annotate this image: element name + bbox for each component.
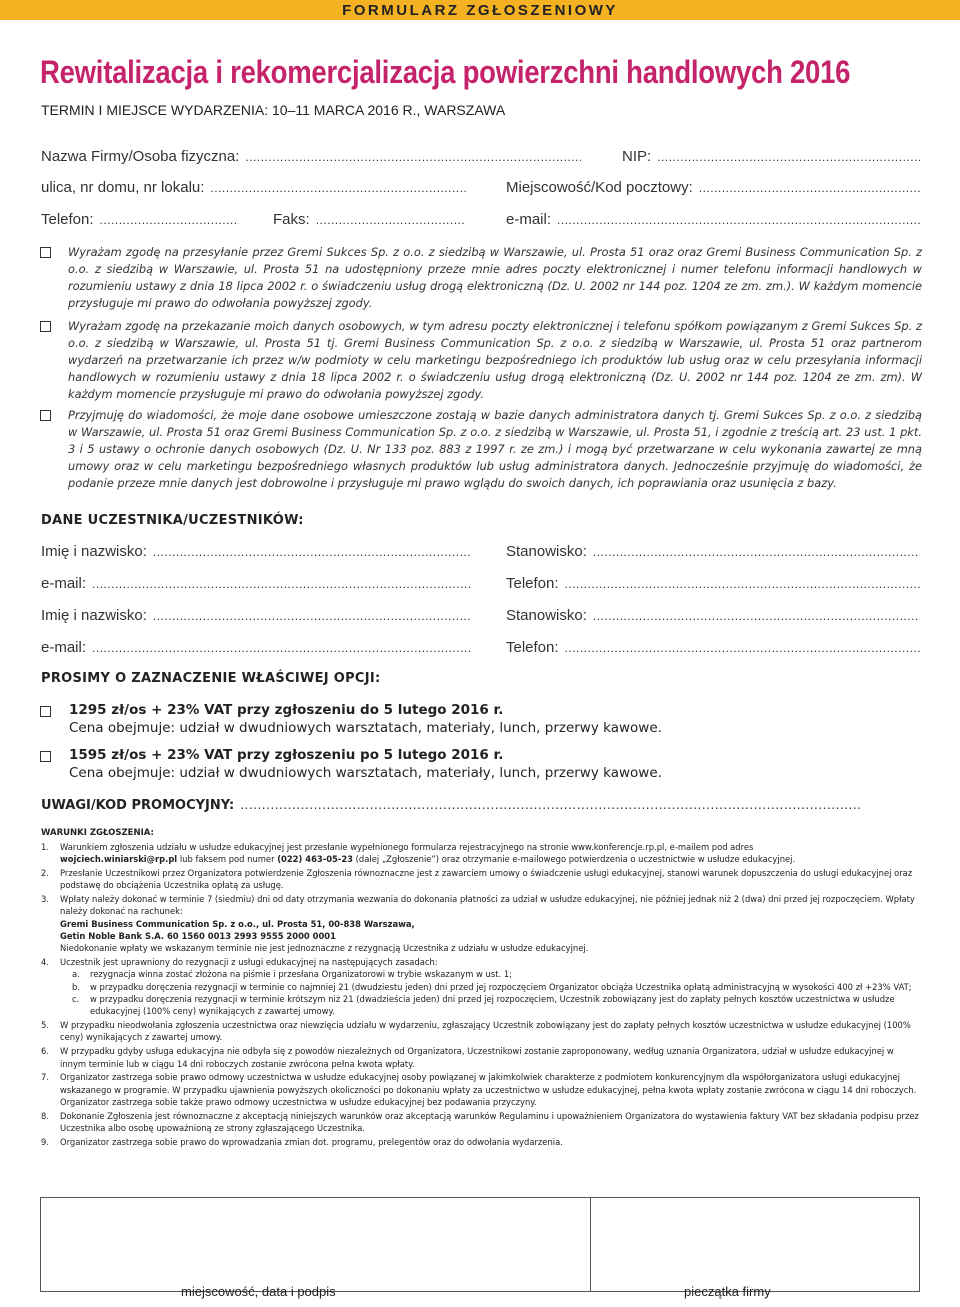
- fax-input-line[interactable]: [316, 211, 466, 228]
- consent-data-transfer-text: Wyrażam zgodę na przekazanie moich danych osobowych, w tym adresu poczty elektronicznej i telefonu spółkom powiązanym z Gremi Sukces Sp. z o.o. z siedzibą w Warszawie, ul. Prosta 51 tj. Gremi Business Communication Sp. z o.o. z siedzibą w Warszawie, ul. Prosta 51 oraz partnerom wydarzeń na przetwarzanie ich przez w/w podmioty w celu marketingu bezpośredniego ich produktów lub usług oraz w celu przesyłania informacji handlowych w rozumieniu ustawy z dnia 18 lipca 2002 r. o świadczeniu usług drogą elektroniczną (Dz. U. 2002 nr 144 poz. 1204 ze zm. zm). W każdym momencie przysługuje mi prawo do odwołania powyższej zgody.: [68, 319, 922, 401]
- form-banner: [0, 0, 960, 20]
- signature-box: [40, 1197, 920, 1292]
- consent-marketing-text: Wyrażam zgodę na przesyłanie przez Gremi Sukces Sp. z o.o. z siedzibą w Warszawie, ul. Prosta 51 oraz oraz Gremi Business Communication Sp. z o.o. z siedzibą w Warszawie, ul. Prosta 51 na udostępniony przeze mnie adres poczty elektronicznej i numer telefonu informacji handlowych w rozumieniu ustawy z dnia 18 lipca 2002 r. o świadczeniu usług drogą elektroniczną (Dz. U. 2002 nr 144 poz. 1204 ze zm. zm.). W każdym momencie przysługuje mi prawo do odwołania powyższej zgody.: [68, 245, 922, 310]
- consent-data-processing: [40, 407, 922, 492]
- participant1-phone-field[interactable]: [506, 575, 920, 592]
- phone-field[interactable]: [41, 211, 239, 228]
- terms-item: 4. Uczestnik jest uprawniony do rezygnacji z usługi edukacyjnej na następujących zasadach: a. rezygnacja winna zostać złożona na piśmie i przesłana Organizatorowi w trybie wskazanym w ust. 1; b. w przypadku doręczenia rezygnacji w terminie co najmniej 21 (dwudziestu jeden) dni przed jej rozpoczęciem Organizator obciąża Uczestnika opłatą administracyjną w wysokości 400 zł +23% VAT; c. w przypadku doręczenia rezygnacji w terminie krótszym niż 21 (dwadzieścia jeden) dni przed jej rozpoczęciem, Uczestnik zobowiązany jest do zapłaty pełnych kosztów uczestnictwa w usłudze edukacyjnej (100% ceny) wynikających z zawartej umowy.: [41, 956, 921, 1017]
- banner-text: FORMULARZ ZGŁOSZENIOWY: [342, 2, 618, 19]
- company-email-input-line[interactable]: [557, 211, 920, 228]
- street-label: ulica, nr domu, nr lokalu:: [41, 179, 205, 196]
- participant2-name-label: Imię i nazwisko:: [41, 607, 147, 624]
- promo-code-input-line[interactable]: [240, 798, 920, 813]
- company-stamp-label: pieczątka firmy: [684, 1284, 771, 1299]
- terms-item: 5. W przypadku nieodwołania zgłoszenia uczestnictwa oraz niewzięcia udziału w wydarzeniu, zgłaszający Uczestnik zobowiązany jest do zapłaty pełnych kosztów uczestnictwa w usłudze edukacyjnej (100% ceny) wynikających z zawartej umowy.: [41, 1020, 911, 1043]
- option-late-price-text: 1595 zł/os + 23% VAT przy zgłoszeniu po 5 lutego 2016 r.: [69, 747, 504, 763]
- company-name-field[interactable]: [41, 148, 581, 165]
- signature-place-date-label: miejscowość, data i podpis: [181, 1284, 336, 1299]
- option-early-checkbox[interactable]: [40, 706, 51, 717]
- city-input-line[interactable]: [699, 179, 920, 196]
- participant2-name-input-line[interactable]: [153, 607, 471, 624]
- option-late-checkbox[interactable]: [40, 751, 51, 762]
- promo-code-label: UWAGI/KOD PROMOCYJNY:: [41, 798, 235, 813]
- promo-code-field[interactable]: [41, 798, 920, 813]
- participant2-phone-field[interactable]: [506, 639, 920, 656]
- terms-item: 2. Przesłanie Uczestnikowi przez Organizatora potwierdzenie Zgłoszenia równoznaczne jest z zawarciem umowy o świadczenie usługi edukacyjnej, stanowi warunek dopuszczenia do usługi edukacyjnej oraz podstawę do obciążenia Uczestnika opłatą za usługę.: [41, 868, 913, 891]
- participant1-email-field[interactable]: [41, 575, 471, 592]
- terms-list: [41, 841, 921, 1150]
- option-early-price-text: 1295 zł/os + 23% VAT przy zgłoszeniu do 5 lutego 2016 r.: [69, 702, 504, 718]
- participant2-phone-input-line[interactable]: [565, 639, 920, 656]
- street-input-line[interactable]: [210, 179, 466, 196]
- terms-item: 7. Organizator zastrzega sobie prawo odmowy uczestnictwa w usłudze edukacyjnej osoby powiązanej w jakimkolwiek charakterze z podmiotem konkurencyjnym dla współorganizatora usługi edukacyjnej wskazanego w programie. W przypadku ujawnienia powyższych okoliczności po dokonaniu wpłaty za uczestnictwo w usłudze edukacyjnej, pełna kwota wpłaty zostanie zwrócona w ciągu 14 dni roboczych. Organizator zastrzega sobie także prawo odmowy uczestnictwa w usłudze edukacyjnej bez podawania przyczyny.: [41, 1072, 917, 1107]
- company-email-field[interactable]: [506, 211, 920, 228]
- option-early-desc: Cena obejmuje: udział w dwudniowych warsztatach, materiały, lunch, przerwy kawowe.: [69, 720, 662, 736]
- terms-item: 3. Wpłaty należy dokonać w terminie 7 (siedmiu) dni od daty otrzymania wezwania do dokonania płatności za udział w usłudze edukacyjnej, nie później jednak niż 2 (dwa) dni przed jej rozpoczęciem. Wpłaty należy dokonać na rachunek: Gremi Business Communication Sp. z o.o., ul. Prosta 51, 00-838 Warszawa, Getin Noble Bank S.A. 60 1560 0013 2993 9555 2000 0001 Niedokonanie wpłaty we wskazanym terminie nie jest jednoznaczne z rezygnacją Uczestnika z udziału w usłudze edukacyjnej.: [41, 894, 915, 954]
- participant2-position-field[interactable]: [506, 607, 920, 624]
- page-title: Rewitalizacja i rekomercjalizacja powierzchni handlowych 2016: [40, 54, 851, 90]
- participant2-position-label: Stanowisko:: [506, 607, 587, 624]
- participant1-position-label: Stanowisko:: [506, 543, 587, 560]
- consent-data-processing-checkbox[interactable]: [40, 410, 51, 421]
- participant1-position-input-line[interactable]: [593, 543, 920, 560]
- terms-item: 6. W przypadku gdyby usługa edukacyjna nie odbyła się z powodów niezależnych od Organizatora, Uczestnikowi zostanie zaproponowany, według uznania Organizatora, udział w usłudze edukacyjnej w innym terminie lub w ciągu 14 dni roboczych zostanie zwrócona pełna kwota wpłaty.: [41, 1046, 894, 1069]
- contact-fax: (022) 463-05-23: [277, 854, 353, 865]
- participant2-phone-label: Telefon:: [506, 639, 559, 656]
- bank-account-number: Getin Noble Bank S.A. 60 1560 0013 2993 9555 2000 0001: [60, 931, 336, 942]
- options-heading: PROSIMY O ZAZNACZENIE WŁAŚCIWEJ OPCJI:: [41, 671, 381, 686]
- terms-item: 1. Warunkiem zgłoszenia udziału w usłudze edukacyjnej jest przesłanie wypełnionego formularza rejestracyjnego na stronie www.konferencje.rp.pl, e-mailem pod adres wojciech.winiarski@rp.pl lub faksem pod numer (022) 463-05-23 (dalej „Zgłoszenie”) oraz otrzymanie e-mailowego potwierdzenia o uczestnictwie w usłudze edukacyjnej.: [41, 842, 796, 865]
- participant1-email-input-line[interactable]: [92, 575, 471, 592]
- participant1-name-input-line[interactable]: [153, 543, 471, 560]
- contact-email[interactable]: wojciech.winiarski@rp.pl: [60, 854, 178, 865]
- signature-divider: [590, 1198, 591, 1291]
- participant2-email-input-line[interactable]: [92, 639, 471, 656]
- phone-label: Telefon:: [41, 211, 94, 228]
- participant2-email-field[interactable]: [41, 639, 471, 656]
- consent-data-transfer-checkbox[interactable]: [40, 321, 51, 332]
- phone-input-line[interactable]: [100, 211, 239, 228]
- nip-label: NIP:: [622, 148, 652, 165]
- terms-subitem: c. w przypadku doręczenia rezygnacji w terminie krótszym niż 21 (dwadzieścia jeden) dni przed jej rozpoczęciem, Uczestnik zobowiązany jest do zapłaty pełnych kosztów uczestnictwa w usłudze edukacyjnej (100% ceny) wynikających z zawartej umowy.: [72, 994, 895, 1017]
- participant1-position-field[interactable]: [506, 543, 920, 560]
- terms-subitem: b. w przypadku doręczenia rezygnacji w terminie co najmniej 21 (dwudziestu jeden) dni przed jej rozpoczęciem Organizator obciąża Uczestnika opłatą administracyjną w wysokości 400 zł +23% VAT;: [72, 981, 912, 992]
- nip-field[interactable]: [622, 148, 920, 165]
- terms-item: 9. Organizator zastrzega sobie prawo do wprowadzania zmian dot. programu, prelegentów oraz do odwołania wydarzenia.: [41, 1136, 563, 1147]
- consent-marketing-checkbox[interactable]: [40, 247, 51, 258]
- city-label: Miejscowość/Kod pocztowy:: [506, 179, 693, 196]
- terms-title: WARUNKI ZGŁOSZENIA:: [41, 828, 154, 838]
- fax-field[interactable]: [273, 211, 466, 228]
- participant1-name-label: Imię i nazwisko:: [41, 543, 147, 560]
- terms-subitem: a. rezygnacja winna zostać złożona na piśmie i przesłana Organizatorowi w trybie wskazanym w ust. 1;: [72, 969, 512, 980]
- consent-data-processing-text: Przyjmuję do wiadomości, że moje dane osobowe umieszczone zostają w bazie danych administratora danych tj. Gremi Sukces Sp. z o.o. z siedzibą w Warszawie, ul. Prosta 51 oraz Gremi Business Communication Sp. z o.o. z siedzibą w Warszawie, ul. Prosta 51, i zgodnie z treścią art. 23 ust. 1 pkt. 3 i 5 ustawy o ochronie danych osobowych (Dz. U. Nr 133 poz. 883 z 1997 r. ze zm.) i mogą być przetwarzane w celu wykonania zawartej ze mną umowy oraz w celu marketingu bezpośredniego własnych produktów lub usług administratora danych. Jednocześnie przyjmuję do wiadomości, że podanie przeze mnie danych jest dobrowolne i przysługuje mi prawo wglądu do swoich danych, ich poprawiania oraz usunięcia z bazy.: [68, 408, 922, 490]
- company-name-input-line[interactable]: [245, 148, 581, 165]
- event-date-place: TERMIN I MIEJSCE WYDARZENIA: 10–11 MARCA 2016 R., WARSZAWA: [41, 102, 506, 118]
- terms-item: 8. Dokonanie Zgłoszenia jest równoznaczne z akceptacją niniejszych warunków oraz akceptacją warunków Regulaminu i upoważnieniem Organizatora do wystawienia faktury VAT bez składania podpisu przez Uczestnika albo osobę upoważnioną ze strony zgłaszającego Uczestnika.: [41, 1110, 919, 1134]
- company-email-label: e-mail:: [506, 211, 552, 228]
- option-late-desc: Cena obejmuje: udział w dwudniowych warsztatach, materiały, lunch, przerwy kawowe.: [69, 765, 662, 781]
- participants-heading: DANE UCZESTNIKA/UCZESTNIKÓW:: [41, 513, 304, 528]
- participant2-position-input-line[interactable]: [593, 607, 920, 624]
- company-name-label: Nazwa Firmy/Osoba fizyczna:: [41, 148, 240, 165]
- fax-label: Faks:: [273, 211, 310, 228]
- participant1-phone-input-line[interactable]: [565, 575, 920, 592]
- bank-account-holder: Gremi Business Communication Sp. z o.o., ul. Prosta 51, 00-838 Warszawa,: [60, 918, 415, 929]
- participant1-phone-label: Telefon:: [506, 575, 559, 592]
- participant1-name-field[interactable]: [41, 543, 471, 560]
- participant2-name-field[interactable]: [41, 607, 471, 624]
- nip-input-line[interactable]: [657, 148, 920, 165]
- participant1-email-label: e-mail:: [41, 575, 87, 592]
- consent-marketing: [40, 244, 922, 312]
- consent-data-transfer: [40, 318, 922, 403]
- participant2-email-label: e-mail:: [41, 639, 87, 656]
- city-field[interactable]: [506, 179, 920, 196]
- street-field[interactable]: [41, 179, 466, 196]
